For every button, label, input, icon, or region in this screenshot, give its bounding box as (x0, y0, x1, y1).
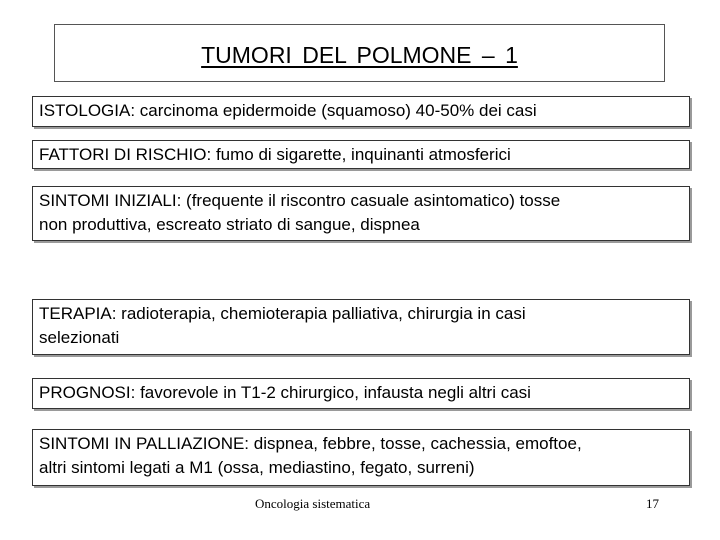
sintomi-iniziali-line-1: SINTOMI INIZIALI: (frequente il riscontro casuale asintomatico) tosse (39, 191, 561, 210)
prognosi-box (32, 378, 690, 409)
istologia-box (32, 96, 690, 127)
terapia-box (32, 299, 690, 355)
istologia-text: ISTOLOGIA: carcinoma epidermoide (squamoso) 40-50% dei casi (39, 101, 537, 120)
terapia-line-1: TERAPIA: radioterapia, chemioterapia palliativa, chirurgia in casi (39, 304, 526, 323)
page-number: 17 (646, 496, 659, 511)
sintomi-iniziali-line-2: non produttiva, escreato striato di sangue, dispnea (39, 215, 420, 234)
sintomi-palliazione-box (32, 429, 690, 486)
sintomi-palliazione-line-2: altri sintomi legati a M1 (ossa, mediastino, fegato, surreni) (39, 458, 475, 477)
sintomi-iniziali-box (32, 186, 690, 241)
fattori-rischio-text: FATTORI DI RISCHIO: fumo di sigarette, inquinanti atmosferici (39, 145, 511, 164)
terapia-line-2: selezionati (39, 328, 120, 347)
sintomi-palliazione-line-1: SINTOMI IN PALLIAZIONE: dispnea, febbre, tosse, cachessia, emoftoe, (39, 434, 582, 453)
slide-title: TUMORI DEL POLMONE – 1 (201, 42, 518, 68)
footer-text: Oncologia sistematica (255, 496, 371, 511)
prognosi-text: PROGNOSI: favorevole in T1-2 chirurgico, infausta negli altri casi (39, 383, 531, 402)
title-box (54, 24, 665, 82)
fattori-rischio-box (32, 140, 690, 169)
